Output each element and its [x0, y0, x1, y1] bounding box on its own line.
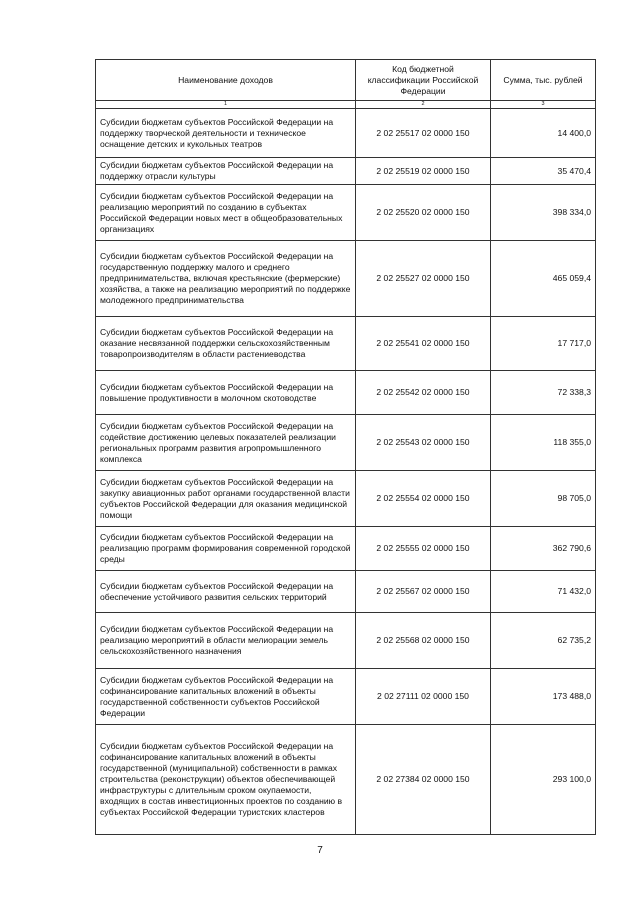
row-sum: 173 488,0: [491, 669, 596, 725]
row-sum: 14 400,0: [491, 109, 596, 158]
row-name: Субсидии бюджетам субъектов Российской Федерации на реализацию мероприятий в области мелиорации земель сельскохозяйственного назначения: [96, 613, 356, 669]
table-row: [96, 185, 596, 241]
row-sum: 293 100,0: [491, 725, 596, 835]
row-name: Субсидии бюджетам субъектов Российской Федерации на обеспечение устойчивого развития сельских территорий: [96, 571, 356, 613]
row-name: Субсидии бюджетам субъектов Российской Федерации на содействие достижению целевых показателей реализации региональных программ развития агропромышленного комплекса: [96, 415, 356, 471]
column-number-row: [96, 101, 596, 109]
row-code: 2 02 25555 02 0000 150: [356, 527, 491, 571]
row-sum: 465 059,4: [491, 241, 596, 317]
row-sum: 362 790,6: [491, 527, 596, 571]
row-name: Субсидии бюджетам субъектов Российской Федерации на закупку авиационных работ органами государственной власти субъектов Российской Федерации для оказания медицинской помощи: [96, 471, 356, 527]
row-code: 2 02 25519 02 0000 150: [356, 158, 491, 185]
row-name: Субсидии бюджетам субъектов Российской Федерации на повышение продуктивности в молочном скотоводстве: [96, 371, 356, 415]
row-sum: 98 705,0: [491, 471, 596, 527]
table-header-row: [96, 60, 596, 101]
row-code: 2 02 25543 02 0000 150: [356, 415, 491, 471]
table-row: [96, 613, 596, 669]
row-name: Субсидии бюджетам субъектов Российской Федерации на оказание несвязанной поддержки сельскохозяйственным товаропроизводителям в области растениеводства: [96, 317, 356, 371]
column-number-2: 2: [356, 101, 491, 109]
row-code: 2 02 25520 02 0000 150: [356, 185, 491, 241]
column-number-1: 1: [96, 101, 356, 109]
column-number-3: 3: [491, 101, 596, 109]
revenue-table: [95, 59, 596, 835]
table-row: [96, 415, 596, 471]
row-code: 2 02 25542 02 0000 150: [356, 371, 491, 415]
table-row: [96, 725, 596, 835]
page-number: 7: [317, 845, 323, 856]
table-row: [96, 371, 596, 415]
row-code: 2 02 25568 02 0000 150: [356, 613, 491, 669]
table-row: [96, 158, 596, 185]
row-name: Субсидии бюджетам субъектов Российской Федерации на реализацию программ формирования современной городской среды: [96, 527, 356, 571]
row-sum: 398 334,0: [491, 185, 596, 241]
table-row: [96, 527, 596, 571]
row-code: 2 02 25567 02 0000 150: [356, 571, 491, 613]
row-code: 2 02 27111 02 0000 150: [356, 669, 491, 725]
row-code: 2 02 25541 02 0000 150: [356, 317, 491, 371]
row-code: 2 02 25517 02 0000 150: [356, 109, 491, 158]
row-sum: 62 735,2: [491, 613, 596, 669]
table-row: [96, 471, 596, 527]
row-sum: 17 717,0: [491, 317, 596, 371]
table-row: [96, 571, 596, 613]
row-sum: 35 470,4: [491, 158, 596, 185]
row-name: Субсидии бюджетам субъектов Российской Федерации на софинансирование капитальных вложений в объекты государственной собственности субъектов Российской Федерации: [96, 669, 356, 725]
row-name: Субсидии бюджетам субъектов Российской Федерации на поддержку отрасли культуры: [96, 158, 356, 185]
table-row: [96, 241, 596, 317]
header-sum: Сумма, тыс. рублей: [491, 60, 596, 101]
row-name: Субсидии бюджетам субъектов Российской Федерации на софинансирование капитальных вложений в объекты государственной (муниципальной) собственности в рамках строительства (реконструкции) объектов обеспечивающей инфраструктуры с длительным сроком окупаемости, входящих в состав инвестиционных проектов по созданию в субъектах Российской Федерации туристских кластеров: [96, 725, 356, 835]
header-name: Наименование доходов: [96, 60, 356, 101]
table-row: [96, 669, 596, 725]
row-name: Субсидии бюджетам субъектов Российской Федерации на государственную поддержку малого и среднего предпринимательства, включая крестьянские (фермерские) хозяйства, а также на реализацию мероприятий по поддержке молодежного предпринимательства: [96, 241, 356, 317]
table-row: [96, 109, 596, 158]
row-code: 2 02 25527 02 0000 150: [356, 241, 491, 317]
row-code: 2 02 27384 02 0000 150: [356, 725, 491, 835]
row-name: Субсидии бюджетам субъектов Российской Федерации на поддержку творческой деятельности и техническое оснащение детских и кукольных театров: [96, 109, 356, 158]
row-name: Субсидии бюджетам субъектов Российской Федерации на реализацию мероприятий по созданию в субъектах Российской Федерации новых мест в общеобразовательных организациях: [96, 185, 356, 241]
row-code: 2 02 25554 02 0000 150: [356, 471, 491, 527]
row-sum: 72 338,3: [491, 371, 596, 415]
table-row: [96, 317, 596, 371]
row-sum: 118 355,0: [491, 415, 596, 471]
header-code: Код бюджетной классификации Российской Федерации: [356, 60, 491, 101]
row-sum: 71 432,0: [491, 571, 596, 613]
